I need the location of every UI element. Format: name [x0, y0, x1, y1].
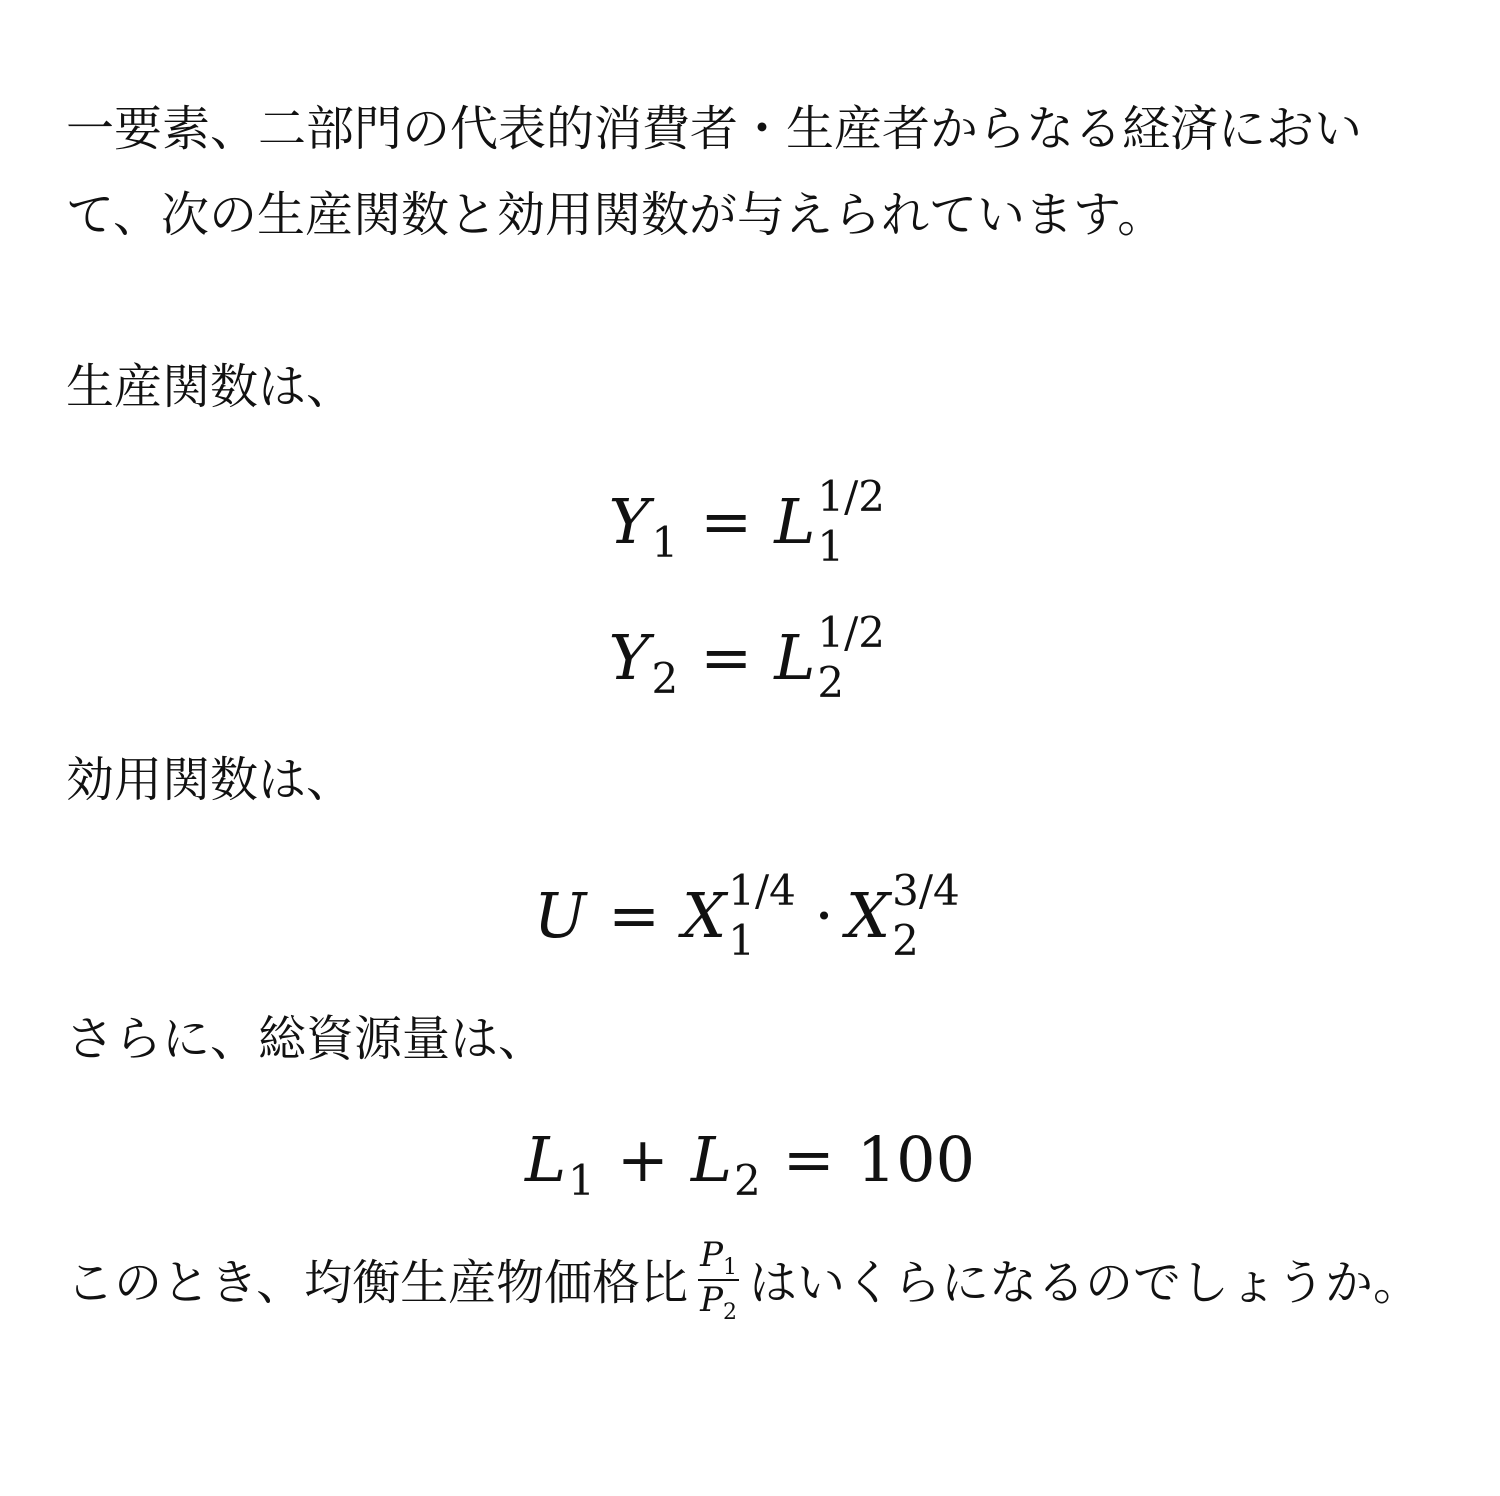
utility-label: 効用関数は、: [66, 752, 355, 808]
u-term1-sup: 1/4: [728, 866, 796, 915]
u-term2-var: X: [845, 879, 891, 953]
u-term2-sup: 3/4: [892, 866, 960, 915]
l-term1-var: L: [524, 1123, 567, 1196]
y2-rhs-sub: 2: [817, 658, 845, 707]
denominator-var: P: [700, 1280, 723, 1320]
numerator-var: P: [700, 1235, 723, 1275]
denominator-sub: 2: [722, 1300, 737, 1325]
question-paragraph: [66, 1235, 1436, 1330]
y2-equals: =: [700, 621, 753, 695]
l-equals: =: [782, 1123, 835, 1196]
resource-label: さらに、総資源量は、: [66, 1011, 547, 1067]
equation-utility: [0, 866, 1500, 966]
y2-lhs-var: Y: [608, 621, 650, 695]
fraction-numerator: [698, 1236, 739, 1281]
u-term1-var: X: [682, 879, 727, 953]
y1-lhs-sub: 1: [651, 518, 679, 568]
equation-y1: [0, 472, 1500, 572]
u-term2-scripts: [892, 866, 966, 966]
y1-rhs-scripts: [817, 472, 891, 572]
y1-rhs-sup: 1/2: [817, 472, 885, 521]
u-equals: =: [608, 879, 661, 953]
equation-y2: [0, 608, 1500, 708]
price-ratio-fraction: [698, 1236, 739, 1324]
u-term1-sub: 1: [728, 916, 755, 965]
equation-resource: [0, 1120, 1500, 1207]
y1-rhs-sub: 1: [817, 522, 845, 571]
question-after: はいくらになるのでしょうか。: [748, 1255, 1421, 1311]
l-term1-sub: 1: [568, 1156, 595, 1205]
numerator-sub: 1: [722, 1255, 737, 1280]
y2-rhs-var: L: [774, 621, 816, 695]
y2-lhs-sub: 2: [651, 654, 679, 704]
l-term2-sub: 2: [734, 1156, 761, 1205]
l-term2-var: L: [690, 1123, 732, 1196]
l-plus: +: [616, 1123, 669, 1196]
u-multiply-dot: ·: [814, 879, 834, 953]
intro-paragraph: 一要素、二部門の代表的消費者・生産者からなる経済において、次の生産関数と効用関数が与えられています。: [66, 101, 1363, 243]
production-label: 生産関数は、: [66, 359, 355, 415]
question-before: このとき、均衡生産物価格比: [66, 1255, 689, 1311]
fraction-denominator: [698, 1281, 739, 1324]
l-total: 100: [856, 1123, 976, 1196]
y2-rhs-scripts: [817, 608, 891, 708]
y2-rhs-sup: 1/2: [817, 608, 885, 657]
y1-rhs-var: L: [774, 485, 816, 559]
u-term1-scripts: [728, 866, 802, 966]
y1-lhs-var: Y: [608, 485, 650, 559]
u-term2-sub: 2: [892, 916, 919, 965]
u-lhs-var: U: [533, 879, 587, 953]
y1-equals: =: [700, 485, 753, 559]
